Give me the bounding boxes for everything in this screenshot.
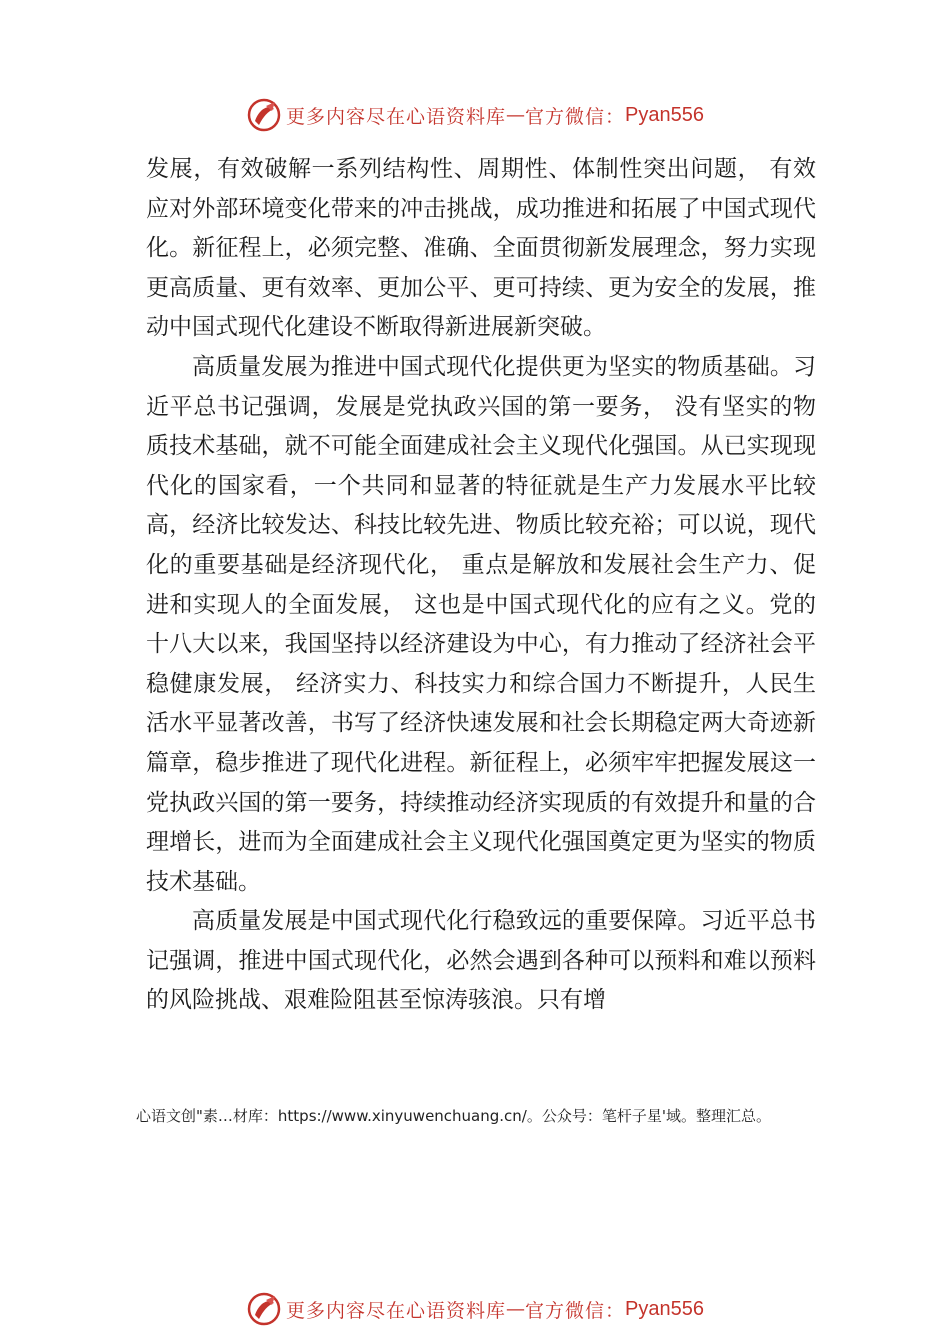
- brand-logo-icon: [246, 1291, 282, 1327]
- brand-logo-icon: [246, 97, 282, 133]
- document-body: [146, 150, 816, 1021]
- brand-name: 更多内容尽在心语资料库: [286, 105, 507, 128]
- paragraph-3: 高质量发展是中国式现代化行稳致远的重要保障。习近平总书记强调，推进中国式现代化，必然会遇到各种可以预料和难以预料的风险挑战、艰难险阻甚至惊涛骇浪。只有增: [146, 908, 816, 1014]
- page-footer-banner: [0, 1289, 950, 1329]
- wechat-label: 官方微信：: [525, 105, 626, 128]
- brand-name: 更多内容尽在心语资料库: [286, 1299, 507, 1322]
- brand-separator: —: [506, 104, 526, 126]
- wechat-id: Pyan556: [625, 1297, 704, 1320]
- paragraph-1: 发展，有效破解一系列结构性、周期性、体制性突出问题， 有效应对外部环境变化带来的冲击挑战，成功推进和拓展了中国式现代化。新征程上，必须完整、准确、全面贯彻新发展理念，努力实现更高质量、更有效率、更加公平、更可持续、更为安全的发展，推动中国式现代化建设不断取得新进展新突破。: [146, 156, 816, 341]
- wechat-label: 官方微信：: [525, 1299, 626, 1322]
- source-note: 心语文创"素…材库：https://www.xinyuwenchuang.cn/。公众号：笔杆子星'域。整理汇总。: [136, 1107, 771, 1125]
- brand-separator: —: [506, 1298, 526, 1320]
- wechat-id: Pyan556: [625, 103, 704, 126]
- paragraph-2: 高质量发展为推进中国式现代化提供更为坚实的物质基础。习近平总书记强调，发展是党执政兴国的第一要务， 没有坚实的物质技术基础，就不可能全面建成社会主义现代化强国。从已实现现代化的国家看，一个共同和显著的特征就是生产力发展水平比较高，经济比较发达、科技比较先进、物质比较充裕；可以说，现代化的重要基础是经济现代化， 重点是解放和发展社会生产力、促进和实现人的全面发展， 这也是中国式现代化的应有之义。党的十八大以来，我国坚持以经济建设为中心，有力推动了经济社会平稳健康发展， 经济实力、科技实力和综合国力不断提升，人民生活水平显著改善，书写了经济快速发展和社会长期稳定两大奇迹新篇章，稳步推进了现代化进程。新征程上，必须牢牢把握发展这一党执政兴国的第一要务，持续推动经济实现质的有效提升和量的合理增长，进而为全面建成社会主义现代化强国奠定更为坚实的物质技术基础。: [146, 353, 816, 895]
- page-header: [0, 95, 950, 135]
